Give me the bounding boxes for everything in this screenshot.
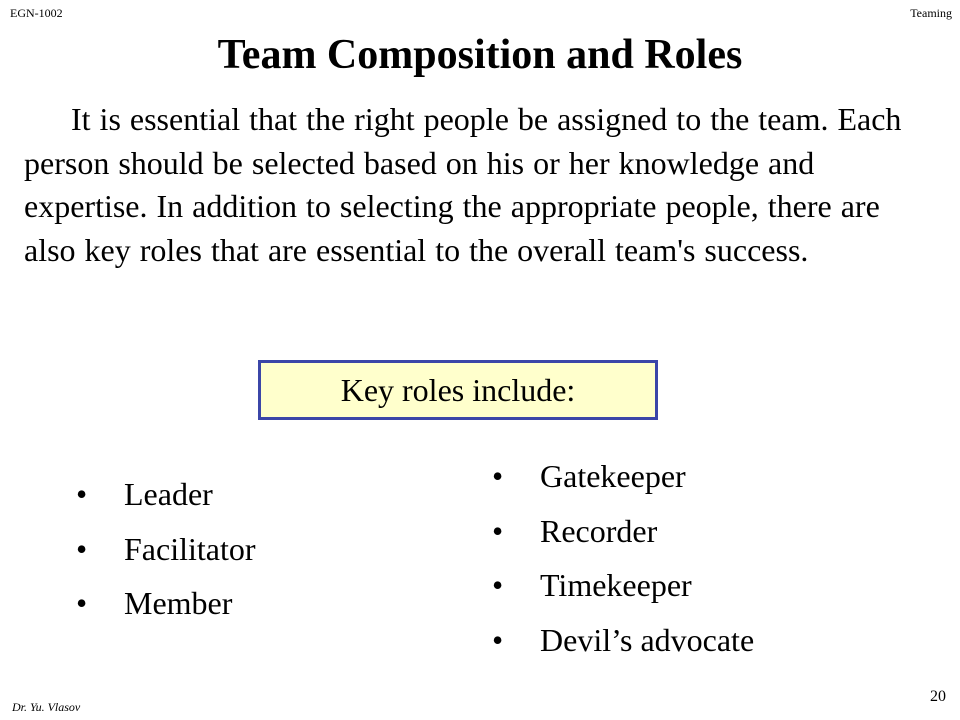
key-roles-label: Key roles include:	[340, 372, 576, 408]
list-item	[492, 613, 754, 668]
course-code: EGN-1002	[10, 6, 63, 20]
role-label: Member	[124, 585, 233, 621]
right-roles-list	[492, 449, 754, 667]
list-item	[76, 576, 256, 631]
slide-title: Team Composition and Roles	[217, 32, 743, 78]
bullet-icon: •	[492, 512, 504, 549]
list-item	[76, 522, 256, 577]
key-roles-box	[258, 360, 658, 420]
list-item	[492, 504, 754, 559]
topic-label: Teaming	[910, 6, 952, 20]
role-label: Facilitator	[124, 530, 256, 567]
bullet-icon: •	[76, 476, 88, 512]
page-number: 20	[930, 688, 946, 705]
role-label: Devil’s advocate	[540, 621, 755, 658]
list-item	[492, 558, 754, 613]
bullet-icon: •	[492, 621, 504, 658]
bullet-icon: •	[76, 585, 88, 621]
list-item	[76, 467, 256, 522]
role-label: Timekeeper	[540, 567, 692, 603]
intro-paragraph: It is essential that the right people be assigned to the team. Each person should be selected based on his or her knowledge and expertise. In addition to selecting the appropriate people, there are also key roles that are essential to the overall team's success.	[24, 101, 902, 268]
role-label: Recorder	[540, 512, 658, 549]
author-name: Dr. Yu. Vlasov	[12, 700, 81, 714]
bullet-icon: •	[492, 458, 504, 494]
role-label: Gatekeeper	[540, 458, 686, 494]
left-roles-list	[76, 467, 256, 631]
bullet-icon: •	[492, 567, 504, 603]
list-item	[492, 449, 754, 504]
role-label: Leader	[124, 476, 213, 512]
bullet-icon: •	[76, 530, 88, 567]
